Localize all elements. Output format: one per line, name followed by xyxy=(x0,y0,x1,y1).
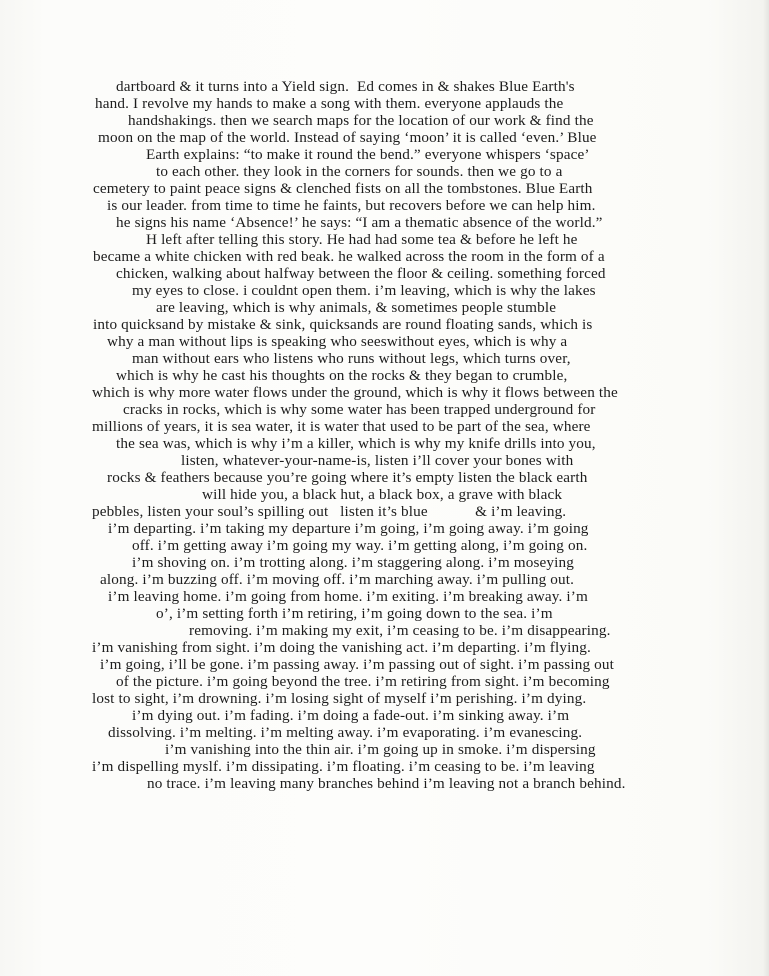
poem-line: are leaving, which is why animals, & sometimes people stumble xyxy=(156,299,557,316)
poem-line: rocks & feathers because you’re going where it’s empty listen the black earth xyxy=(107,469,588,486)
poem-line: along. i’m buzzing off. i’m moving off. i’m marching away. i’m pulling out. xyxy=(100,571,575,588)
poem-line: no trace. i’m leaving many branches behind i’m leaving not a branch behind. xyxy=(147,775,626,792)
poem-line: o’, i’m setting forth i’m retiring, i’m going down to the sea. i’m xyxy=(156,605,553,622)
poem-line: i’m leaving home. i’m going from home. i’m exiting. i’m breaking away. i’m xyxy=(108,588,588,605)
poem-line: dissolving. i’m melting. i’m melting away. i’m evaporating. i’m evanescing. xyxy=(108,724,583,741)
poem-line: pebbles, listen your soul’s spilling out listen it’s blue & i’m leaving. xyxy=(92,503,567,520)
poem-line: i’m dispelling myslf. i’m dissipating. i’m floating. i’m ceasing to be. i’m leaving xyxy=(92,758,595,775)
poem-line: the sea was, which is why i’m a killer, which is why my knife drills into you, xyxy=(116,435,596,452)
poem-line: will hide you, a black hut, a black box, a grave with black xyxy=(202,486,563,503)
poem-line: dartboard & it turns into a Yield sign. Ed comes in & shakes Blue Earth's xyxy=(116,78,575,95)
poem-line: is our leader. from time to time he faints, but recovers before we can help him. xyxy=(107,197,596,214)
poem-line: cracks in rocks, which is why some water has been trapped underground for xyxy=(123,401,596,418)
poem-line: man without ears who listens who runs without legs, which turns over, xyxy=(132,350,571,367)
poem-line: why a man without lips is speaking who seeswithout eyes, which is why a xyxy=(107,333,568,350)
poem-line: which is why he cast his thoughts on the rocks & they began to crumble, xyxy=(116,367,568,384)
poem-line: handshakings. then we search maps for the location of our work & find the xyxy=(128,112,594,129)
poem-line: i’m vanishing into the thin air. i’m going up in smoke. i’m dispersing xyxy=(165,741,596,758)
poem-line: lost to sight, i’m drowning. i’m losing sight of myself i’m perishing. i’m dying. xyxy=(92,690,587,707)
poem-line: my eyes to close. i couldnt open them. i’m leaving, which is why the lakes xyxy=(132,282,596,299)
poem-line: i’m shoving on. i’m trotting along. i’m staggering along. i’m moseying xyxy=(132,554,575,571)
poem-line: he signs his name ‘Absence!’ he says: “I am a thematic absence of the world.” xyxy=(116,214,603,231)
poem-line: i’m vanishing from sight. i’m doing the vanishing act. i’m departing. i’m flying. xyxy=(92,639,591,656)
poem-line: into quicksand by mistake & sink, quicksands are round floating sands, which is xyxy=(93,316,593,333)
poem-line: which is why more water flows under the ground, which is why it flows between the xyxy=(92,384,618,401)
poem-line: became a white chicken with red beak. he walked across the room in the form of a xyxy=(93,248,605,265)
poem-line: to each other. they look in the corners for sounds. then we go to a xyxy=(156,163,563,180)
poem-line: chicken, walking about halfway between the floor & ceiling. something forced xyxy=(116,265,606,282)
poem-line: i’m going, i’ll be gone. i’m passing away. i’m passing out of sight. i’m passing out xyxy=(100,656,615,673)
poem-line: removing. i’m making my exit, i’m ceasing to be. i’m disappearing. xyxy=(189,622,611,639)
poem-line: millions of years, it is sea water, it is water that used to be part of the sea, where xyxy=(92,418,591,435)
poem-line: i’m dying out. i’m fading. i’m doing a fade-out. i’m sinking away. i’m xyxy=(132,707,570,724)
poem-line: cemetery to paint peace signs & clenched fists on all the tombstones. Blue Earth xyxy=(93,180,593,197)
poem-line: i’m departing. i’m taking my departure i’m going, i’m going away. i’m going xyxy=(108,520,589,537)
poem-line: moon on the map of the world. Instead of saying ‘moon’ it is called ‘even.’ Blue xyxy=(98,129,597,146)
poem-line: Earth explains: “to make it round the bend.” everyone whispers ‘space’ xyxy=(146,146,590,163)
poem-line: of the picture. i’m going beyond the tree. i’m retiring from sight. i’m becoming xyxy=(116,673,610,690)
poem-line: H left after telling this story. He had had some tea & before he left he xyxy=(146,231,578,248)
poem-line: hand. I revolve my hands to make a song with them. everyone applauds the xyxy=(95,95,564,112)
poem-line: listen, whatever-your-name-is, listen i’ll cover your bones with xyxy=(181,452,574,469)
poem-line: off. i’m getting away i’m going my way. i’m getting along, i’m going on. xyxy=(132,537,588,554)
